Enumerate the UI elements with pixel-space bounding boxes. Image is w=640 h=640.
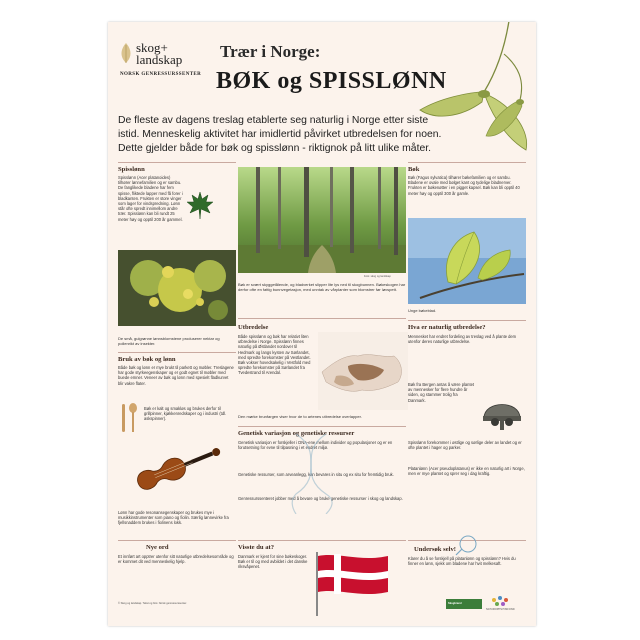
text-genetiske-ressurser: Genetiske ressurser, som arveanlegg, kan bevares in situ og ex situ for fremtidig bruk. [238, 472, 394, 477]
text-hva-naturlig: Mennesket har endret fordeling av treslag ved å plante dem utenfor deres naturlige utbredelse. [408, 334, 517, 345]
logo [118, 42, 210, 86]
maple-flower-photo [118, 250, 236, 326]
heading-utbredelse: Utbredelse [238, 324, 269, 331]
divider [238, 318, 406, 319]
sponsor-logo-2 [486, 594, 526, 618]
divider [118, 540, 236, 541]
caption-forest: Bøk er svært skyggetålende, og bladverket slipper lite lys ned til skogbunnen. Bøkeskogen har derfor ofte en fattig bunnvegetasjon, med unntak av vårplanter som blomstrer før løvspett. [238, 282, 406, 292]
text-spisslonn: Spisslønn (Acer platanoides) tilhører lønnefamilien og er sambu. De fanglikede bladene har fem spisse, fliktede lapper med få forer i bladkanten. Frukten er store vinger som lager for vindspredning. Lønn står ofte spredt innimellom andre trær. Spisslønn kan bli rundt 25 meter høy og opptil 200 år gammel. [118, 175, 183, 222]
beech-leaf-photo [408, 218, 526, 304]
caption-map: Den mørke brunfargen viser hvor de to artenes utbredelse overlapper. [238, 414, 362, 419]
logo-leaf-icon [118, 42, 134, 68]
logo-line1: skog+ [136, 40, 168, 55]
heading-hva-naturlig: Hva er naturlig utbredelse? [408, 324, 486, 331]
intro-line-1: De fleste av dagens treslag etablerte seg naturlig i Norge etter siste [118, 115, 429, 126]
sponsor-logo [446, 599, 482, 609]
divider [408, 162, 526, 163]
heading-spisslonn: Spisslønn [118, 166, 145, 173]
poster [108, 22, 536, 626]
text-genressurssenter: Genressurssenteret jobber med å bevare og bruke genetiske ressurser i skog og landskap. [238, 496, 403, 501]
logo-subtitle: NORSK GENRESSURSSENTER [120, 72, 202, 77]
heading-bruk: Bruk av bøk og lønn [118, 356, 176, 363]
text-bok-bergen: Bøk fra Bergen antas å være plantet av mennesker for flere hundre år siden, og stammer trolig fra Danmark. [408, 382, 474, 403]
text-nye-ord: Et innført art opptrer utenfor sitt naturlige utbredelsesområde og er kommet dit ved menneskelig hjelp. [118, 554, 234, 565]
intro-text [118, 114, 530, 156]
divider [408, 320, 526, 321]
logo-line2: landskap [136, 52, 183, 67]
divider [238, 540, 406, 541]
divider [238, 426, 406, 427]
text-spisslonn-2: Spisslønn forekommer i østlige og sørlige deler av landet og er ofte plantet i hager og parker. [408, 440, 522, 451]
sponsor-logo-label: Skogbrand [448, 602, 462, 605]
heading-genetisk: Genetisk variasjon og genetiske ressurser [238, 430, 355, 437]
text-bok-use: Bøk er kalt og smakløs og brukes derfor til grillpinner, kjøkkenredskaper og i industri (tdl. askspinner). [144, 406, 227, 422]
divider [118, 352, 236, 353]
text-undersok: Klarer du å se forskjell på platanlønn og spisslønn? Hvis du finner en lønn, sjekk om bladene har hvit melkesaft. [408, 556, 516, 567]
utensils-icon [118, 402, 142, 438]
caption-leaf: Unge bøkeblad. [408, 308, 437, 313]
footer-text: © Skog og landskap. Tekst og foto: Norsk genressurssenter. [118, 602, 187, 605]
title-small: Trær i Norge: [220, 42, 321, 61]
heading-visste-du: Visste du at? [238, 544, 275, 551]
text-bruk: Både bøk og lønn er mye brukt til parkett og møbler. Treslagene har gode styrkeegenskaper og er godt egnet til møbler med buede emner. Veneer av bøk og lønn med spesielt fladkurvet blir vakre flater. [118, 365, 234, 386]
page-title: BØK og SPISSLØNN [216, 68, 447, 94]
text-platanlonn: Platanlønn (Acer pseudoplatanus) er ikke en naturlig art i Norge, men er mye plantet og sprer seg i dag kraftig. [408, 466, 525, 477]
intro-line-3: Dette gjelder både for bøk og spisslønn - riktignok på litt ulike måter. [118, 143, 432, 154]
danish-flag-icon [314, 552, 392, 620]
heading-undersok: Undersøk selv! [414, 546, 456, 553]
beech-forest-photo [238, 167, 406, 273]
violin-illustration [126, 442, 230, 512]
text-visste-du: Danmark er kjent for sine bøkeskoger. Bøk er til og med avbildet i det danske riksvåpenet. [238, 554, 308, 570]
maple-leaf-icon [186, 190, 214, 224]
divider [118, 162, 236, 163]
text-utbredelse: Både spisslønn og bøk har relativt liten utbredelse i Norge. Spisslønn finnes naturlig på Østlandet nordover til Hedmark og langs kysten av Sørlandet, med spredte forekomster på Vestlandet. Bøk vokser hovedsakelig i Vestfold med spredte forekomster på Sørlandet fra Tvedestrand til Arendal. [238, 334, 311, 376]
dna-helix-icon [286, 434, 336, 518]
intro-line-2: istid. Menneskelig aktivitet har imidlertid påvirket utbredelsen for noen. [118, 129, 442, 140]
sponsor-logo-2-label: NATUROPPSYNSFOND [486, 608, 515, 611]
text-genetisk: Genetisk variasjon er forskjeller i DNA-ene mellom individer og populasjoner og er en forutsetning for evne til tilpasning i et endret miljø. [238, 440, 393, 451]
heading-nye-ord: Nye ord [146, 544, 169, 551]
photo-credit: Foto: skog og landskap [364, 275, 391, 278]
text-bok: Bøk (Fagus sylvatica) tilhører bøkefamilien og er sambu. Bladene er ovale med bølget kant og tydelige bladnerver. Frukten er bøkenøtter i en pigget kapsel. Bøk kan bli opptil 40 meter høy og opptil 300 år gamle. [408, 175, 520, 196]
caption-flower: De små, gulgrønne lønnsblomstene produserer nektar og pollenrikt av insekter. [118, 336, 220, 346]
distribution-map [318, 332, 408, 410]
heading-bok: Bøk [408, 166, 420, 173]
viking-helmet-icon [478, 388, 526, 436]
text-violin: Lønn har gode resonansegenskaper og brukes mye i musikkinstrumenter som piano og fiolin. Særlig lønnevirke fra fjellsnaddem brukes i fiolinens lokk. [118, 510, 229, 526]
